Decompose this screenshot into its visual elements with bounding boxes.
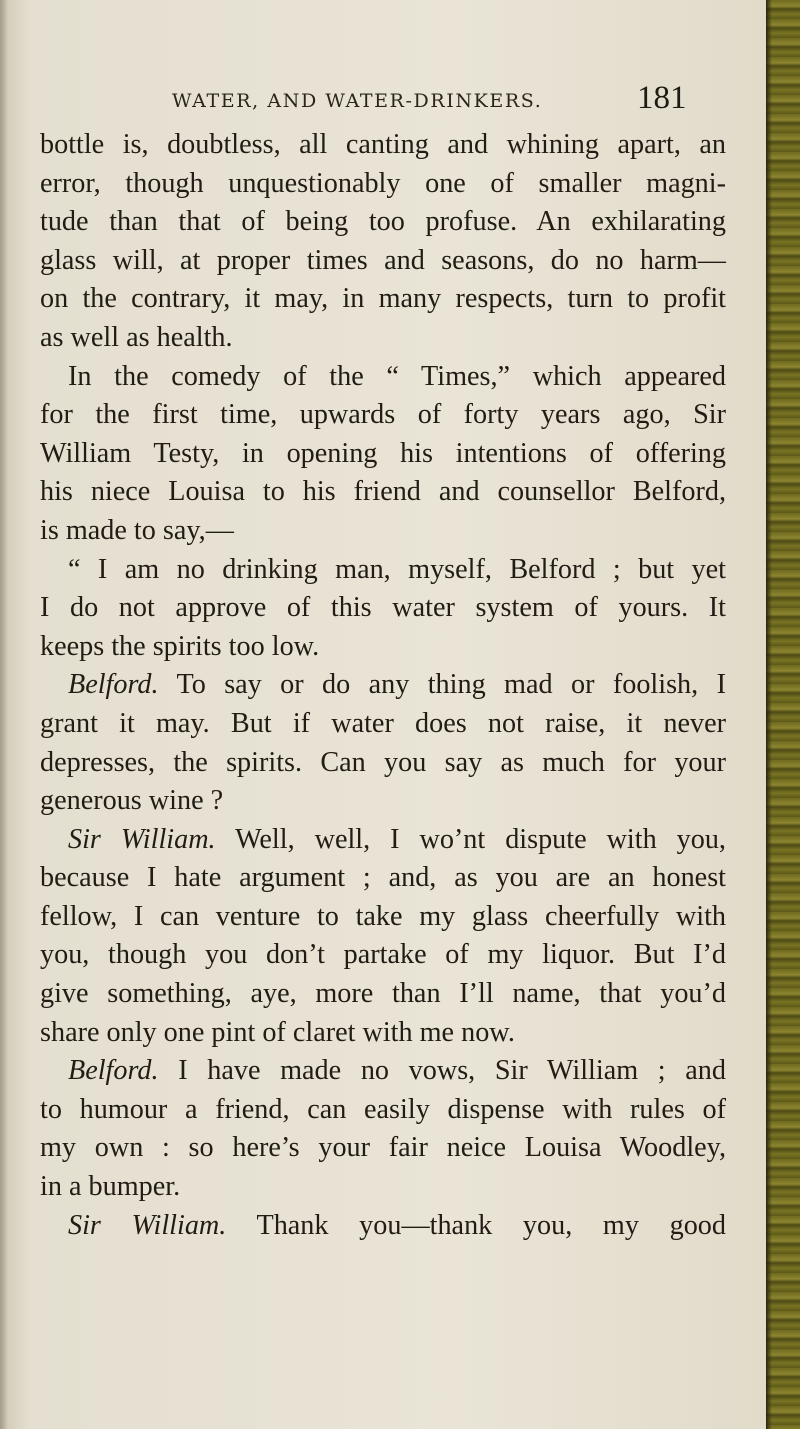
line-text: To say or do any thing mad or foolish, I <box>176 669 726 701</box>
running-title: WATER, AND WATER-DRINKERS. <box>172 90 543 112</box>
text-line <box>40 203 726 242</box>
line-text: my own : so here’s your fair neice Louisa Woodley, <box>40 1132 726 1164</box>
text-line <box>40 821 726 860</box>
line-text: William Testy, in opening his intentions of offering <box>40 437 726 469</box>
line-text: is made to say,— <box>40 514 234 546</box>
text-line <box>40 898 726 937</box>
speaker-name: Sir William. <box>68 823 216 855</box>
text-line <box>40 165 726 204</box>
line-text: glass will, at proper times and seasons, do no harm— <box>40 244 726 276</box>
text-line <box>40 628 726 667</box>
line-text: for the first time, upwards of forty years ago, Sir <box>40 399 726 431</box>
line-text: to humour a friend, can easily dispense with rules of <box>40 1093 726 1125</box>
text-line <box>40 859 726 898</box>
text-line <box>40 744 726 783</box>
text-line <box>40 1129 726 1168</box>
text-line <box>40 396 726 435</box>
text-line <box>40 936 726 975</box>
line-text: in a bumper. <box>40 1171 181 1203</box>
line-text: generous wine ? <box>40 785 224 817</box>
line-text: grant it may. But if water does not raise, it never <box>40 707 726 739</box>
text-line <box>40 280 726 319</box>
line-text: because I hate argument ; and, as you are an honest <box>40 862 726 894</box>
line-text: give something, aye, more than I’ll name, that you’d <box>40 978 726 1010</box>
speaker-name: Belford. <box>68 669 159 701</box>
line-text: fellow, I can venture to take my glass cheerfully with <box>40 900 726 932</box>
text-line <box>40 435 726 474</box>
text-line <box>40 551 726 590</box>
text-line <box>40 512 726 551</box>
line-text: error, though unquestionably one of smaller magni- <box>40 167 726 199</box>
text-line <box>40 1014 726 1053</box>
text-line <box>40 242 726 281</box>
line-text: bottle is, doubtless, all canting and whining apart, an <box>40 129 726 160</box>
text-line <box>40 319 726 358</box>
line-text: on the contrary, it may, in many respects, turn to profit <box>40 283 726 315</box>
line-text: In the comedy of the “ Times,” which appeared <box>68 360 726 392</box>
line-text: Thank you—thank you, my good <box>256 1209 726 1241</box>
text-line <box>40 589 726 628</box>
line-text: Well, well, I wo’nt dispute with you, <box>235 823 726 855</box>
body-text <box>40 126 726 1245</box>
line-text: “ I am no drinking man, myself, Belford ; but yet <box>68 553 726 585</box>
text-line <box>40 473 726 512</box>
text-line <box>40 975 726 1014</box>
text-line <box>40 126 726 165</box>
text-line <box>40 1091 726 1130</box>
line-text: I have made no vows, Sir William ; and <box>178 1055 726 1087</box>
line-text: you, though you don’t partake of my liquor. But I’d <box>40 939 726 971</box>
page-edge <box>766 0 800 1429</box>
text-line <box>40 1207 726 1246</box>
text-line <box>40 705 726 744</box>
line-text: share only one pint of claret with me now. <box>40 1016 515 1048</box>
speaker-name: Belford. <box>68 1055 159 1087</box>
line-text: tude than that of being too profuse. An exhilarating <box>40 206 726 238</box>
line-text: depresses, the spirits. Can you say as much for your <box>40 746 726 778</box>
text-line <box>40 1168 726 1207</box>
line-text: I do not approve of this water system of yours. It <box>40 592 726 624</box>
speaker-name: Sir William. <box>68 1209 227 1241</box>
text-line <box>40 782 726 821</box>
text-line <box>40 666 726 705</box>
line-text: his niece Louisa to his friend and counsellor Belford, <box>40 476 726 508</box>
text-line <box>40 358 726 397</box>
text-line <box>40 1052 726 1091</box>
line-text: keeps the spirits too low. <box>40 630 320 662</box>
line-text: as well as health. <box>40 321 233 353</box>
page-number: 181 <box>637 80 687 116</box>
page-header <box>0 80 766 120</box>
